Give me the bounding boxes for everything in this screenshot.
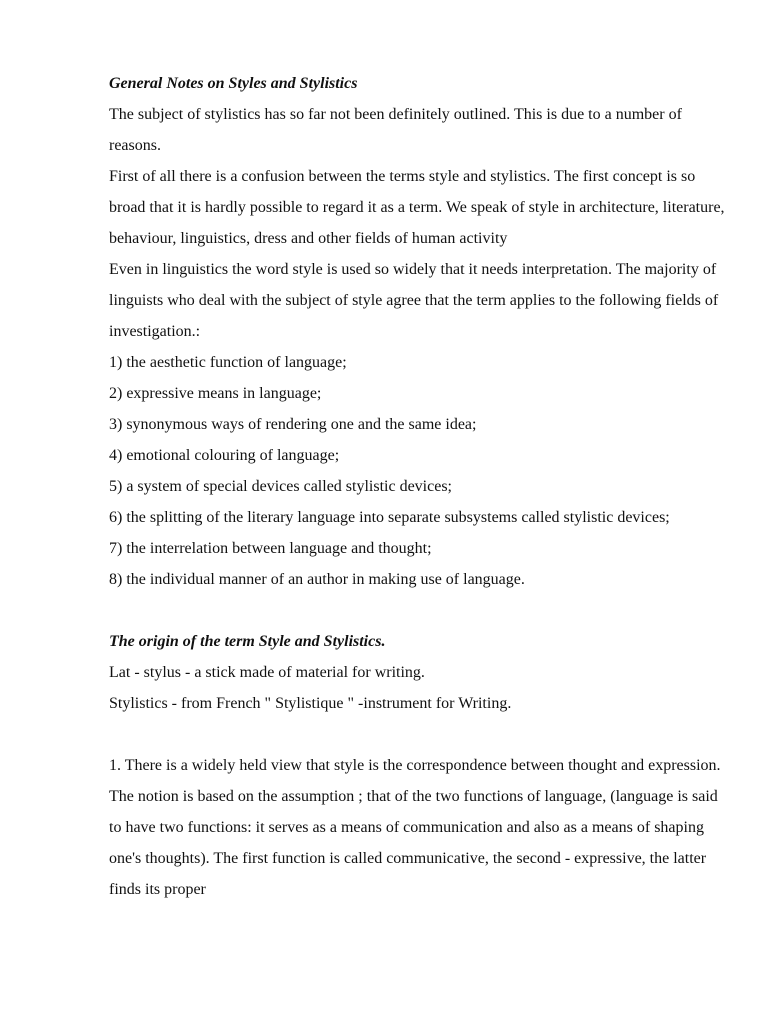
paragraph-intro: The subject of stylistics has so far not been definitely outlined. This is due to a number of reasons.	[109, 106, 682, 154]
list-item: 3) synonymous ways of rendering one and the same idea;	[109, 416, 477, 433]
etymology-line-latin: Lat - stylus - a stick made of material for writing.	[109, 664, 425, 681]
list-item: 6) the splitting of the literary language into separate subsystems called stylistic devices;	[109, 509, 670, 526]
section-heading-origin: The origin of the term Style and Stylistics.	[109, 633, 386, 650]
list-item: 1) the aesthetic function of language;	[109, 354, 347, 371]
paragraph-style-view: 1. There is a widely held view that style is the correspondence between thought and expression. The notion is based on the assumption ; that of the two functions of language, (language is said to have two functions: it serves as a means of communication and also as a means of shaping one's thoughts). The first function is called communicative, the second - expressive, the latter finds its proper	[109, 757, 721, 898]
list-item: 5) a system of special devices called stylistic devices;	[109, 478, 452, 495]
paragraph-confusion: First of all there is a confusion between the terms style and stylistics. The first concept is so broad that it is hardly possible to regard it as a term. We speak of style in architecture, literature, behaviour, linguistics, dress and other fields of human activity	[109, 168, 725, 247]
list-item: 7) the interrelation between language and thought;	[109, 540, 432, 557]
list-item: 2) expressive means in language;	[109, 385, 322, 402]
list-item: 4) emotional colouring of language;	[109, 447, 340, 464]
spacer	[109, 719, 728, 750]
etymology-line-french: Stylistics - from French " Stylistique " -instrument for Writing.	[109, 695, 512, 712]
paragraph-linguistics: Even in linguistics the word style is used so widely that it needs interpretation. The majority of linguists who deal with the subject of style agree that the term applies to the following fields of investigation.:	[109, 261, 719, 340]
fields-of-investigation-list	[109, 347, 728, 595]
spacer	[109, 595, 728, 626]
list-item: 8) the individual manner of an author in making use of language.	[109, 571, 525, 588]
section-heading-general-notes: General Notes on Styles and Stylistics	[109, 75, 358, 92]
